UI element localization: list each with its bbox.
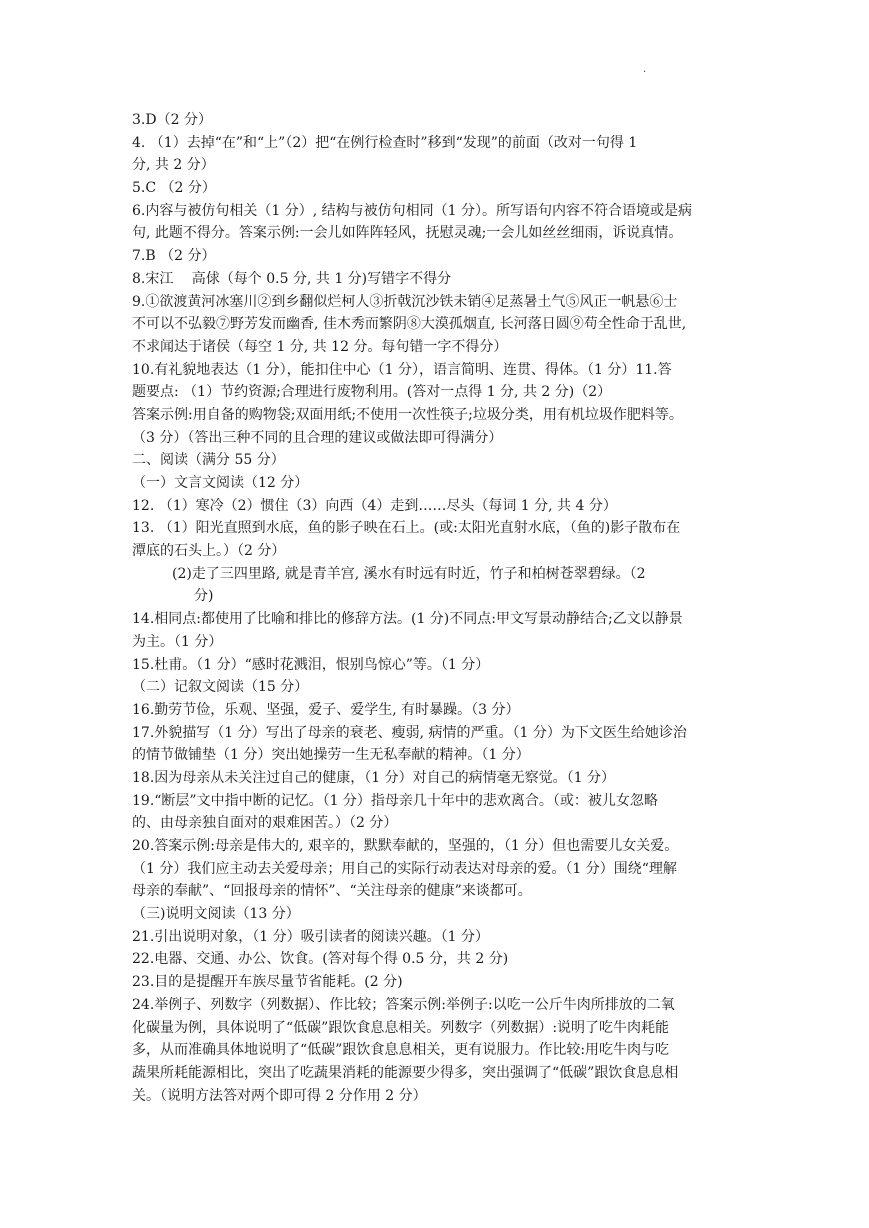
answer-line: 不可以不弘毅⑦野芳发而幽香, 佳木秀而繁阴⑧大漠孤烟直, 长河落日圆⑨苟全性命于乱世,: [132, 316, 687, 333]
answer-line: 蔬果所耗能源相比，突出了吃蔬果消耗的能源要少得多，突出强调了“低碳”跟饮食息息相: [132, 1064, 679, 1081]
answer-line: 潭底的石头上。）（2 分）: [132, 543, 286, 560]
answer-line: 化碳量为例，具体说明了“低碳”跟饮食息息相关。列数字（列数据）:说明了吃牛肉耗能: [132, 1019, 670, 1036]
subsection-heading: （三)说明文阅读（13 分）: [132, 906, 300, 923]
answer-line: 6.内容与被仿句相关（1 分）, 结构与被仿句相同（1 分）。所写语句内容不符合语境或是病: [132, 202, 692, 219]
subsection-heading: （一）文言文阅读（12 分）: [132, 475, 309, 491]
header-dot: .: [643, 64, 647, 75]
answer-line: （1 分）我们应主动去关爱母亲；用自己的实际行动表达对母亲的爱。（1 分）围绕“理解: [132, 860, 677, 877]
answer-line: 24.举例子、列数字（列数据）、作比较；答案示例:举例子:以吃一公斤牛肉所排放的二氧: [132, 996, 675, 1013]
answer-line: 15.杜甫。（1 分）“感时花溅泪，恨别鸟惊心”等。（1 分）: [132, 656, 490, 673]
answer-line: 9.①欲渡黄河冰塞川②到乡翻似烂柯人③折戟沉沙铁未销④足蒸暑土气⑤风正一帆悬⑥士: [132, 293, 678, 310]
answer-line: 17.外貌描写（1 分）写出了母亲的衰老、瘦弱, 病情的严重。（1 分）为下文医生给她诊治: [132, 724, 687, 741]
answer-line: 21.引出说明对象，（1 分）吸引读者的阅读兴趣。（1 分）: [132, 928, 489, 945]
answer-line: 16.勤劳节俭，乐观、坚强，爱子、爱学生, 有时暴躁。（3 分）: [132, 701, 520, 718]
answer-line: 3.D（2 分）: [132, 112, 212, 128]
answer-line: 分, 共 2 分）: [132, 157, 215, 174]
answer-line: 不求闻达于诸侯（每空 1 分, 共 12 分。每句错一字不得分）: [132, 338, 508, 355]
answer-line: 7.B （2 分）: [132, 248, 216, 265]
answer-line: 10.有礼貌地表达（1 分），能扣住中心（1 分），语言简明、连贯、得体。（1 分）11.答: [132, 361, 672, 378]
answer-line: (2)走了三四里路, 就是青羊宫, 溪水有时远有时近，竹子和柏树苍翠碧绿。（2: [172, 565, 646, 582]
answer-line: 14.相同点:都使用了比喻和排比的修辞方法。(1 分)不同点:甲文写景动静结合;乙文以静景: [132, 611, 683, 628]
answer-line: 5.C （2 分）: [132, 180, 216, 197]
answer-line: 19.“断层”文中指中断的记忆。（1 分）指母亲几十年中的悲欢离合。（或：被儿女忽略: [132, 792, 658, 809]
section-heading: 二、阅读（满分 55 分）: [132, 452, 285, 469]
answer-line: （3 分）（答出三种不同的且合理的建议或做法即可得满分）: [132, 429, 503, 446]
answer-line: 分): [194, 588, 214, 605]
answer-line: 的、由母亲独自面对的艰难困苦。）（2 分）: [132, 815, 398, 832]
answer-line: 母亲的奉献”、“回报母亲的情怀”、“关注母亲的健康”来谈都可。: [132, 883, 532, 900]
answer-line: 题要点: （1）节约资源;合理进行废物利用。(答对一点得 1 分, 共 2 分)（2）: [132, 384, 612, 401]
answer-line: 为主。（1 分）: [132, 633, 223, 650]
answer-line: 22.电器、交通、办公、饮食。(答对每个得 0.5 分，共 2 分): [132, 951, 509, 968]
answer-line: 23.目的是提醒开车族尽量节省能耗。(2 分): [132, 974, 403, 991]
answer-line: 18.因为母亲从未关注过自己的健康，（1 分）对自己的病情毫无察觉。（1 分）: [132, 769, 615, 786]
answer-line: 多，从而准确具体地说明了“低碳”跟饮食息息相关，更有说服力。作比较:用吃牛肉与吃: [132, 1042, 670, 1059]
answer-line: 关。（说明方法答对两个即可得 2 分作用 2 分）: [132, 1087, 427, 1104]
answer-key-content: [132, 109, 744, 1107]
answer-line: 20.答案示例:母亲是伟大的, 艰辛的，默默奉献的，坚强的，（1 分）但也需要儿女关爱。: [132, 838, 679, 854]
answer-line: 12. （1）寒冷（2）惯住（3）向西（4）走到……尽头（每词 1 分, 共 4 分）: [132, 497, 617, 514]
answer-line: 8.宋江 高俅（每个 0.5 分, 共 1 分)写错字不得分: [132, 270, 452, 287]
answer-line: 的情节做铺垫（1 分）突出她操劳一生无私奉献的精神。（1 分）: [132, 747, 530, 764]
answer-line: 答案示例:用自备的购物袋;双面用纸;不使用一次性筷子;垃圾分类，用有机垃圾作肥料等。: [132, 406, 683, 423]
answer-line: 句, 此题不得分。答案示例:一会儿如阵阵轻风，抚慰灵魂;一会儿如丝丝细雨，诉说真情。: [132, 225, 683, 242]
answer-line: 13. （1）阳光直照到水底，鱼的影子映在石上。(或:太阳光直射水底，（鱼的)影子散布在: [132, 520, 681, 537]
subsection-heading: （二）记叙文阅读（15 分）: [132, 679, 309, 696]
answer-line: 4. （1）去掉“在”和“上”（2）把“在例行检查时”移到“发现”的前面（改对一句得 1: [132, 134, 638, 151]
